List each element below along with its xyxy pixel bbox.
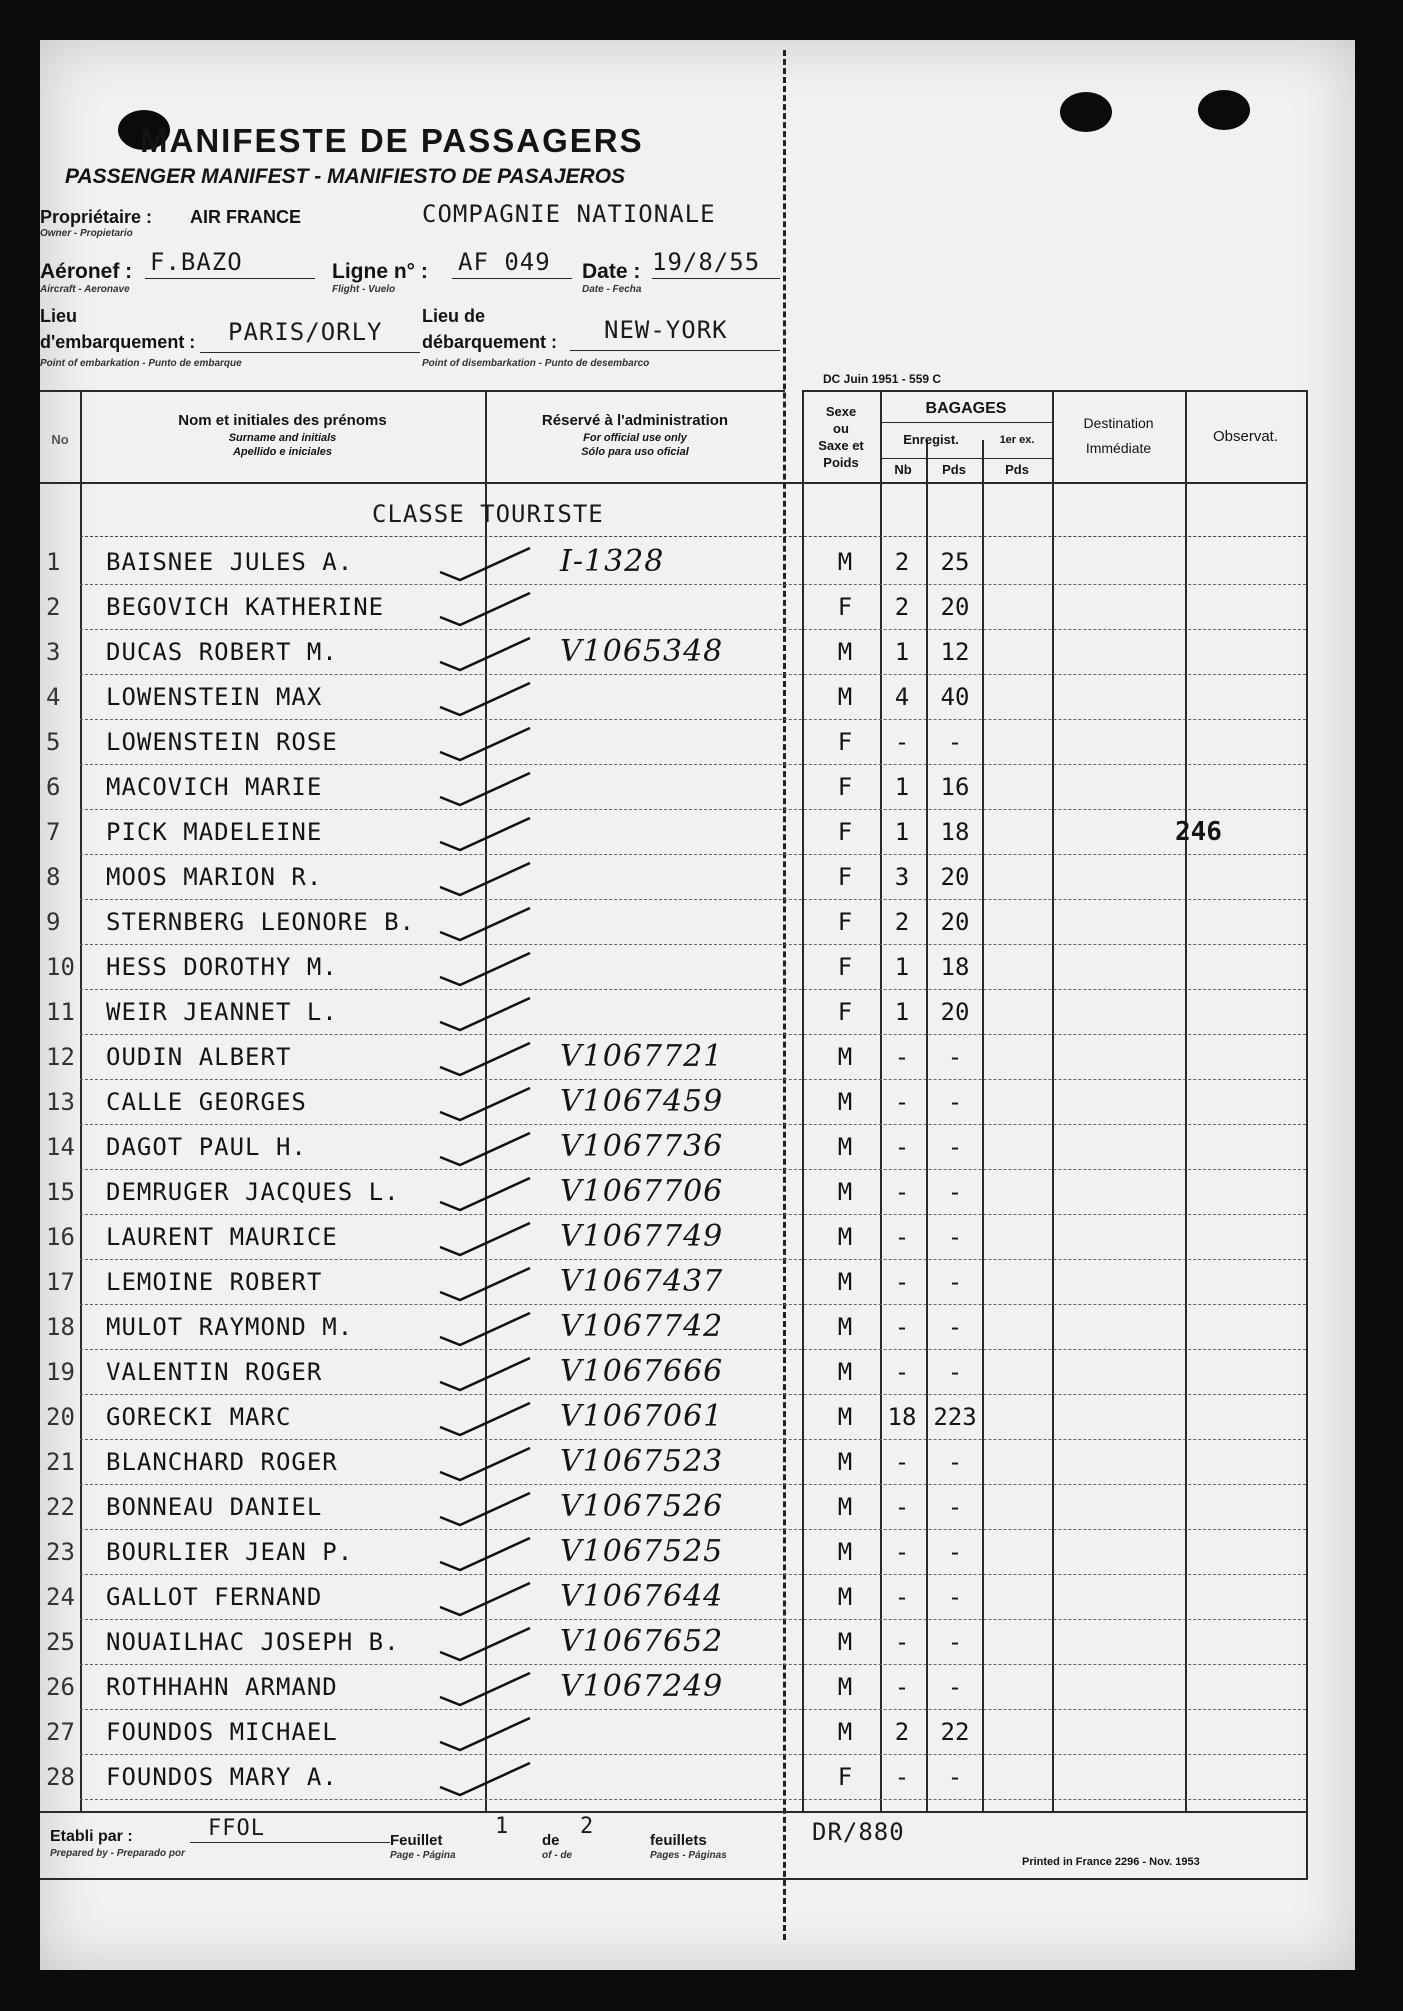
baggage-count: - xyxy=(894,1673,910,1701)
check-mark-icon xyxy=(420,589,540,629)
passenger-sex: F xyxy=(837,863,853,891)
baggage-weight: - xyxy=(947,1628,963,1656)
official-reference: V1067666 xyxy=(560,1354,724,1389)
passenger-row xyxy=(40,1125,1315,1169)
baggage-count: - xyxy=(894,1763,910,1791)
official-reference: V1067523 xyxy=(560,1444,724,1479)
reference-code: DR/880 xyxy=(812,1818,905,1846)
check-mark-icon xyxy=(420,1624,540,1664)
baggage-count: 2 xyxy=(894,593,910,621)
col-header-pds: Pds xyxy=(942,462,966,477)
check-mark-icon xyxy=(420,1489,540,1529)
col-header-enregist: Enregist. xyxy=(903,432,959,447)
passenger-sex: M xyxy=(837,1178,853,1206)
row-number: 27 xyxy=(46,1718,75,1746)
row-number: 9 xyxy=(46,908,61,936)
baggage-weight: 20 xyxy=(940,908,970,936)
col-header-sex-1: Sexe xyxy=(825,404,857,419)
check-mark-icon xyxy=(420,1669,540,1709)
row-number: 4 xyxy=(46,683,61,711)
passenger-sex: M xyxy=(837,1223,853,1251)
baggage-count: - xyxy=(894,1178,910,1206)
baggage-weight: - xyxy=(947,1088,963,1116)
passenger-sex: M xyxy=(837,1358,853,1386)
passenger-name: OUDIN ALBERT xyxy=(106,1043,292,1071)
passenger-name: WEIR JEANNET L. xyxy=(106,998,338,1026)
col-header-reserved-sub1: For official use only xyxy=(583,432,687,444)
col-header-sex-3: Saxe et xyxy=(818,438,864,453)
passenger-row xyxy=(40,675,1315,719)
table-top-border-right xyxy=(802,390,1308,392)
passenger-row xyxy=(40,585,1315,629)
baggage-weight: - xyxy=(947,1583,963,1611)
passenger-name: BONNEAU DANIEL xyxy=(106,1493,323,1521)
sheet-label: Feuillet xyxy=(390,1832,443,1849)
baggage-count: 2 xyxy=(894,908,910,936)
passenger-name: PICK MADELEINE xyxy=(106,818,323,846)
passenger-name: DEMRUGER JACQUES L. xyxy=(106,1178,400,1206)
passenger-row xyxy=(40,945,1315,989)
document-title: MANIFESTE DE PASSAGERS xyxy=(140,122,644,159)
passenger-name: DAGOT PAUL H. xyxy=(106,1133,307,1161)
sheets-sub: Pages - Páginas xyxy=(650,1850,727,1861)
baggage-weight: - xyxy=(947,1538,963,1566)
baggage-weight: 16 xyxy=(940,773,970,801)
passenger-sex: M xyxy=(837,1583,853,1611)
passenger-row xyxy=(40,900,1315,944)
col-header-reserved: Réservé à l'administration xyxy=(541,412,729,429)
row-number: 7 xyxy=(46,818,61,846)
baggage-weight: 20 xyxy=(940,998,970,1026)
check-mark-icon xyxy=(420,1264,540,1304)
col-header-destination-1: Destination xyxy=(1083,415,1154,431)
row-number: 28 xyxy=(46,1763,75,1791)
passenger-sex: M xyxy=(837,1718,853,1746)
row-number: 26 xyxy=(46,1673,75,1701)
baggage-count: - xyxy=(894,1088,910,1116)
passenger-sex: M xyxy=(837,1268,853,1296)
owner-label: Propriétaire : xyxy=(40,207,153,227)
embark-sub: Point of embarkation - Punto de embarque xyxy=(40,358,242,369)
row-number: 18 xyxy=(46,1313,75,1341)
passenger-name: LAURENT MAURICE xyxy=(106,1223,338,1251)
baggage-count: 1 xyxy=(894,638,910,666)
passenger-name: CALLE GEORGES xyxy=(106,1088,307,1116)
date-sub: Date - Fecha xyxy=(582,284,642,295)
owner-sub: Owner - Propietario xyxy=(40,228,133,239)
row-number: 1 xyxy=(46,548,61,576)
col-header-ex: 1er ex. xyxy=(999,434,1035,446)
prepared-sub: Prepared by - Preparado por xyxy=(50,1848,186,1859)
passenger-sex: M xyxy=(837,1628,853,1656)
flight-value: AF 049 xyxy=(458,248,551,276)
passenger-name: FOUNDOS MICHAEL xyxy=(106,1718,338,1746)
col-header-reserved-sub2: Sólo para uso oficial xyxy=(581,446,689,458)
passenger-sex: M xyxy=(837,1133,853,1161)
embark-underline xyxy=(200,352,420,353)
check-mark-icon xyxy=(420,679,540,719)
baggage-weight: - xyxy=(947,1673,963,1701)
baggage-weight: - xyxy=(947,1313,963,1341)
col-header-no: No xyxy=(51,432,69,447)
passenger-row xyxy=(40,1620,1315,1664)
date-value: 19/8/55 xyxy=(652,248,761,276)
check-mark-icon xyxy=(420,724,540,764)
prepared-underline xyxy=(190,1842,390,1843)
row-number: 12 xyxy=(46,1043,75,1071)
passenger-name: ROTHHAHN ARMAND xyxy=(106,1673,338,1701)
disembark-label-2: débarquement : xyxy=(422,332,558,352)
baggage-weight: - xyxy=(947,1268,963,1296)
passenger-sex: M xyxy=(837,1538,853,1566)
passenger-sex: M xyxy=(837,638,853,666)
owner-value: AIR FRANCE xyxy=(190,207,301,227)
passenger-sex: M xyxy=(837,1043,853,1071)
check-mark-icon xyxy=(420,1309,540,1349)
table-bottom-border xyxy=(40,1811,1308,1813)
passenger-row xyxy=(40,1755,1315,1799)
baggage-weight: 12 xyxy=(940,638,970,666)
passenger-sex: F xyxy=(837,953,853,981)
baggage-weight: - xyxy=(947,728,963,756)
disembark-label-1: Lieu de xyxy=(422,306,486,326)
official-reference: V1067749 xyxy=(560,1219,724,1254)
baggage-count: - xyxy=(894,1628,910,1656)
baggage-count: 2 xyxy=(894,548,910,576)
passenger-row xyxy=(40,1710,1315,1754)
row-number: 19 xyxy=(46,1358,75,1386)
passenger-row xyxy=(40,855,1315,899)
passenger-row xyxy=(40,1395,1315,1439)
col-header-destination-2: Immédiate xyxy=(1085,440,1152,456)
row-number: 23 xyxy=(46,1538,75,1566)
passenger-row xyxy=(40,1440,1315,1484)
manifest-page xyxy=(40,40,1355,1970)
passenger-row xyxy=(40,1260,1315,1304)
passenger-sex: M xyxy=(837,1403,853,1431)
passenger-row xyxy=(40,720,1315,764)
sheets-label: feuillets xyxy=(650,1832,707,1849)
aircraft-underline xyxy=(145,278,315,279)
passenger-sex: M xyxy=(837,1493,853,1521)
of-label: de xyxy=(542,1832,560,1849)
passenger-sex: F xyxy=(837,998,853,1026)
enregist-underline xyxy=(880,458,1052,459)
passenger-name: BEGOVICH KATHERINE xyxy=(106,593,385,621)
passenger-row xyxy=(40,1665,1315,1709)
check-mark-icon xyxy=(420,1444,540,1484)
official-reference: V1067249 xyxy=(560,1669,724,1704)
passenger-name: BAISNEE JULES A. xyxy=(106,548,354,576)
row-number: 6 xyxy=(46,773,61,801)
row-number: 2 xyxy=(46,593,61,621)
printer-line: Printed in France 2296 - Nov. 1953 xyxy=(1022,1856,1200,1868)
official-reference: V1067525 xyxy=(560,1534,724,1569)
passenger-row xyxy=(40,630,1315,674)
baggage-weight: 20 xyxy=(940,863,970,891)
baggage-weight: 18 xyxy=(940,953,970,981)
passenger-name: MACOVICH MARIE xyxy=(106,773,323,801)
official-reference: V1067742 xyxy=(560,1309,724,1344)
row-number: 5 xyxy=(46,728,61,756)
baggage-count: - xyxy=(894,1538,910,1566)
baggage-weight: - xyxy=(947,1358,963,1386)
row-divider xyxy=(80,1799,1306,1800)
passenger-name: GORECKI MARC xyxy=(106,1403,292,1431)
passenger-name: FOUNDOS MARY A. xyxy=(106,1763,338,1791)
passenger-name: MOOS MARION R. xyxy=(106,863,323,891)
check-mark-icon xyxy=(420,904,540,944)
check-mark-icon xyxy=(420,634,540,674)
table-top-border xyxy=(40,390,785,392)
row-number: 21 xyxy=(46,1448,75,1476)
col-header-sex-4: Poids xyxy=(823,455,859,470)
baggage-count: - xyxy=(894,1358,910,1386)
official-reference: V1067736 xyxy=(560,1129,724,1164)
passenger-name: NOUAILHAC JOSEPH B. xyxy=(106,1628,400,1656)
passenger-sex: F xyxy=(837,728,853,756)
col-header-name-sub1: Surname and initials xyxy=(228,432,337,444)
passenger-name: MULOT RAYMOND M. xyxy=(106,1313,354,1341)
baggage-weight: 223 xyxy=(933,1403,977,1431)
passenger-row xyxy=(40,1485,1315,1529)
official-reference: V1067721 xyxy=(560,1039,724,1074)
owner-typed: COMPAGNIE NATIONALE xyxy=(422,200,716,228)
col-header-observ: Observat. xyxy=(1212,428,1279,445)
aircraft-label: Aéronef : xyxy=(40,260,133,283)
check-mark-icon xyxy=(420,994,540,1034)
passenger-row xyxy=(40,1530,1315,1574)
check-mark-icon xyxy=(420,544,540,584)
col-header-sex-2: ou xyxy=(833,421,849,436)
baggage-weight: - xyxy=(947,1763,963,1791)
passenger-sex: M xyxy=(837,1673,853,1701)
passenger-row xyxy=(40,1575,1315,1619)
passenger-row xyxy=(40,765,1315,809)
section-label: CLASSE TOURISTE xyxy=(372,500,604,528)
passenger-sex: F xyxy=(837,908,853,936)
check-mark-icon xyxy=(420,949,540,989)
document-subtitle: PASSENGER MANIFEST - MANIFIESTO DE PASAJEROS xyxy=(65,165,626,188)
baggage-weight: - xyxy=(947,1043,963,1071)
baggage-weight: - xyxy=(947,1493,963,1521)
official-reference: V1067652 xyxy=(560,1624,724,1659)
flight-underline xyxy=(452,278,572,279)
baggage-weight: 22 xyxy=(940,1718,970,1746)
col-header-name: Nom et initiales des prénoms xyxy=(178,412,387,429)
baggage-count: - xyxy=(894,1493,910,1521)
passenger-sex: F xyxy=(837,593,853,621)
baggage-count: 1 xyxy=(894,998,910,1026)
official-reference: V1067526 xyxy=(560,1489,724,1524)
section-divider xyxy=(80,536,1306,537)
aircraft-value: F.BAZO xyxy=(150,248,243,276)
check-mark-icon xyxy=(420,769,540,809)
passenger-row xyxy=(40,1305,1315,1349)
passenger-row xyxy=(40,1350,1315,1394)
baggage-count: - xyxy=(894,728,910,756)
official-reference: V1067706 xyxy=(560,1174,724,1209)
official-reference: V1065348 xyxy=(560,634,724,669)
official-reference: V1067644 xyxy=(560,1579,724,1614)
row-number: 10 xyxy=(46,953,75,981)
date-underline xyxy=(652,278,780,279)
check-mark-icon xyxy=(420,1174,540,1214)
passenger-sex: F xyxy=(837,818,853,846)
baggage-count: 4 xyxy=(894,683,910,711)
row-number: 20 xyxy=(46,1403,75,1431)
sheet-value: 1 xyxy=(495,1814,510,1839)
check-mark-icon xyxy=(420,1399,540,1439)
passenger-sex: M xyxy=(837,683,853,711)
row-number: 14 xyxy=(46,1133,75,1161)
passenger-row xyxy=(40,810,1315,854)
aircraft-sub: Aircraft - Aeronave xyxy=(40,284,130,295)
embark-label-2: d'embarquement : xyxy=(40,332,196,352)
passenger-sex: M xyxy=(837,1313,853,1341)
form-code: DC Juin 1951 - 559 C xyxy=(823,372,942,386)
passenger-name: BOURLIER JEAN P. xyxy=(106,1538,354,1566)
baggage-count: - xyxy=(894,1268,910,1296)
row-number: 15 xyxy=(46,1178,75,1206)
passenger-name: STERNBERG LEONORE B. xyxy=(106,908,415,936)
punch-hole-right xyxy=(1198,90,1250,130)
check-mark-icon xyxy=(420,1759,540,1799)
check-mark-icon xyxy=(420,1579,540,1619)
check-mark-icon xyxy=(420,1039,540,1079)
passenger-name: BLANCHARD ROGER xyxy=(106,1448,338,1476)
passenger-sex: F xyxy=(837,773,853,801)
baggage-weight: - xyxy=(947,1133,963,1161)
row-number: 25 xyxy=(46,1628,75,1656)
check-mark-icon xyxy=(420,859,540,899)
passenger-sex: M xyxy=(837,1088,853,1116)
official-reference: I-1328 xyxy=(560,544,665,579)
col-header-nb: Nb xyxy=(894,462,912,477)
baggage-count: - xyxy=(894,1223,910,1251)
baggage-weight: 25 xyxy=(940,548,970,576)
check-mark-icon xyxy=(420,1714,540,1754)
baggage-count: 1 xyxy=(894,818,910,846)
passenger-row xyxy=(40,1035,1315,1079)
passenger-row xyxy=(40,540,1315,584)
baggage-weight: 20 xyxy=(940,593,970,621)
baggage-weight: - xyxy=(947,1223,963,1251)
passenger-row xyxy=(40,1080,1315,1124)
row-number: 13 xyxy=(46,1088,75,1116)
baggage-count: - xyxy=(894,1448,910,1476)
official-reference: V1067459 xyxy=(560,1084,724,1119)
flight-sub: Flight - Vuelo xyxy=(332,284,396,295)
punch-hole-mid xyxy=(1060,92,1112,132)
observation: 246 xyxy=(1175,817,1222,847)
row-number: 11 xyxy=(46,998,75,1026)
passenger-name: HESS DOROTHY M. xyxy=(106,953,338,981)
check-mark-icon xyxy=(420,814,540,854)
row-number: 16 xyxy=(46,1223,75,1251)
baggage-count: 18 xyxy=(887,1403,917,1431)
baggage-count: 1 xyxy=(894,953,910,981)
passenger-sex: F xyxy=(837,1763,853,1791)
row-number: 8 xyxy=(46,863,61,891)
check-mark-icon xyxy=(420,1129,540,1169)
prepared-value: FFOL xyxy=(208,1816,265,1841)
passenger-name: LOWENSTEIN ROSE xyxy=(106,728,338,756)
flight-label: Ligne n° : xyxy=(332,260,428,283)
prepared-label: Etabli par : xyxy=(50,1828,133,1845)
baggage-count: - xyxy=(894,1043,910,1071)
official-reference: V1067061 xyxy=(560,1399,724,1434)
passenger-name: LEMOINE ROBERT xyxy=(106,1268,323,1296)
check-mark-icon xyxy=(420,1084,540,1124)
baggage-weight: - xyxy=(947,1448,963,1476)
disembark-value: NEW-YORK xyxy=(604,316,728,344)
header-bottom-border xyxy=(40,482,1308,484)
passenger-name: VALENTIN ROGER xyxy=(106,1358,323,1386)
baggage-count: 3 xyxy=(894,863,910,891)
passenger-name: GALLOT FERNAND xyxy=(106,1583,323,1611)
passenger-row xyxy=(40,990,1315,1034)
baggage-count: - xyxy=(894,1583,910,1611)
row-number: 24 xyxy=(46,1583,75,1611)
passenger-name: LOWENSTEIN MAX xyxy=(106,683,323,711)
baggage-count: - xyxy=(894,1313,910,1341)
passenger-name: DUCAS ROBERT M. xyxy=(106,638,338,666)
check-mark-icon xyxy=(420,1534,540,1574)
embark-label-1: Lieu xyxy=(40,306,78,326)
disembark-underline xyxy=(570,350,780,351)
date-label: Date : xyxy=(582,260,641,283)
disembark-sub: Point of disembarkation - Punto de desembarco xyxy=(422,358,650,369)
row-number: 3 xyxy=(46,638,61,666)
check-mark-icon xyxy=(420,1354,540,1394)
passenger-row xyxy=(40,1215,1315,1259)
row-number: 22 xyxy=(46,1493,75,1521)
baggage-count: 1 xyxy=(894,773,910,801)
row-number: 17 xyxy=(46,1268,75,1296)
official-reference: V1067437 xyxy=(560,1264,724,1299)
col-header-name-sub2: Apellido e iniciales xyxy=(232,446,333,458)
baggage-weight: 40 xyxy=(940,683,970,711)
of-sub: of - de xyxy=(542,1850,572,1861)
col-header-pds2: Pds xyxy=(1005,462,1029,477)
of-value: 2 xyxy=(580,1814,595,1839)
passenger-sex: M xyxy=(837,548,853,576)
baggage-count: 2 xyxy=(894,1718,910,1746)
check-mark-icon xyxy=(420,1219,540,1259)
footer-bottom-border xyxy=(40,1878,1308,1880)
bag-header-underline xyxy=(880,422,1052,423)
baggage-weight: - xyxy=(947,1178,963,1206)
baggage-count: - xyxy=(894,1133,910,1161)
passenger-sex: M xyxy=(837,1448,853,1476)
baggage-weight: 18 xyxy=(940,818,970,846)
passenger-row xyxy=(40,1170,1315,1214)
embark-value: PARIS/ORLY xyxy=(228,318,383,346)
sheet-sub: Page - Página xyxy=(390,1850,456,1861)
col-header-bagages: BAGAGES xyxy=(925,400,1007,417)
